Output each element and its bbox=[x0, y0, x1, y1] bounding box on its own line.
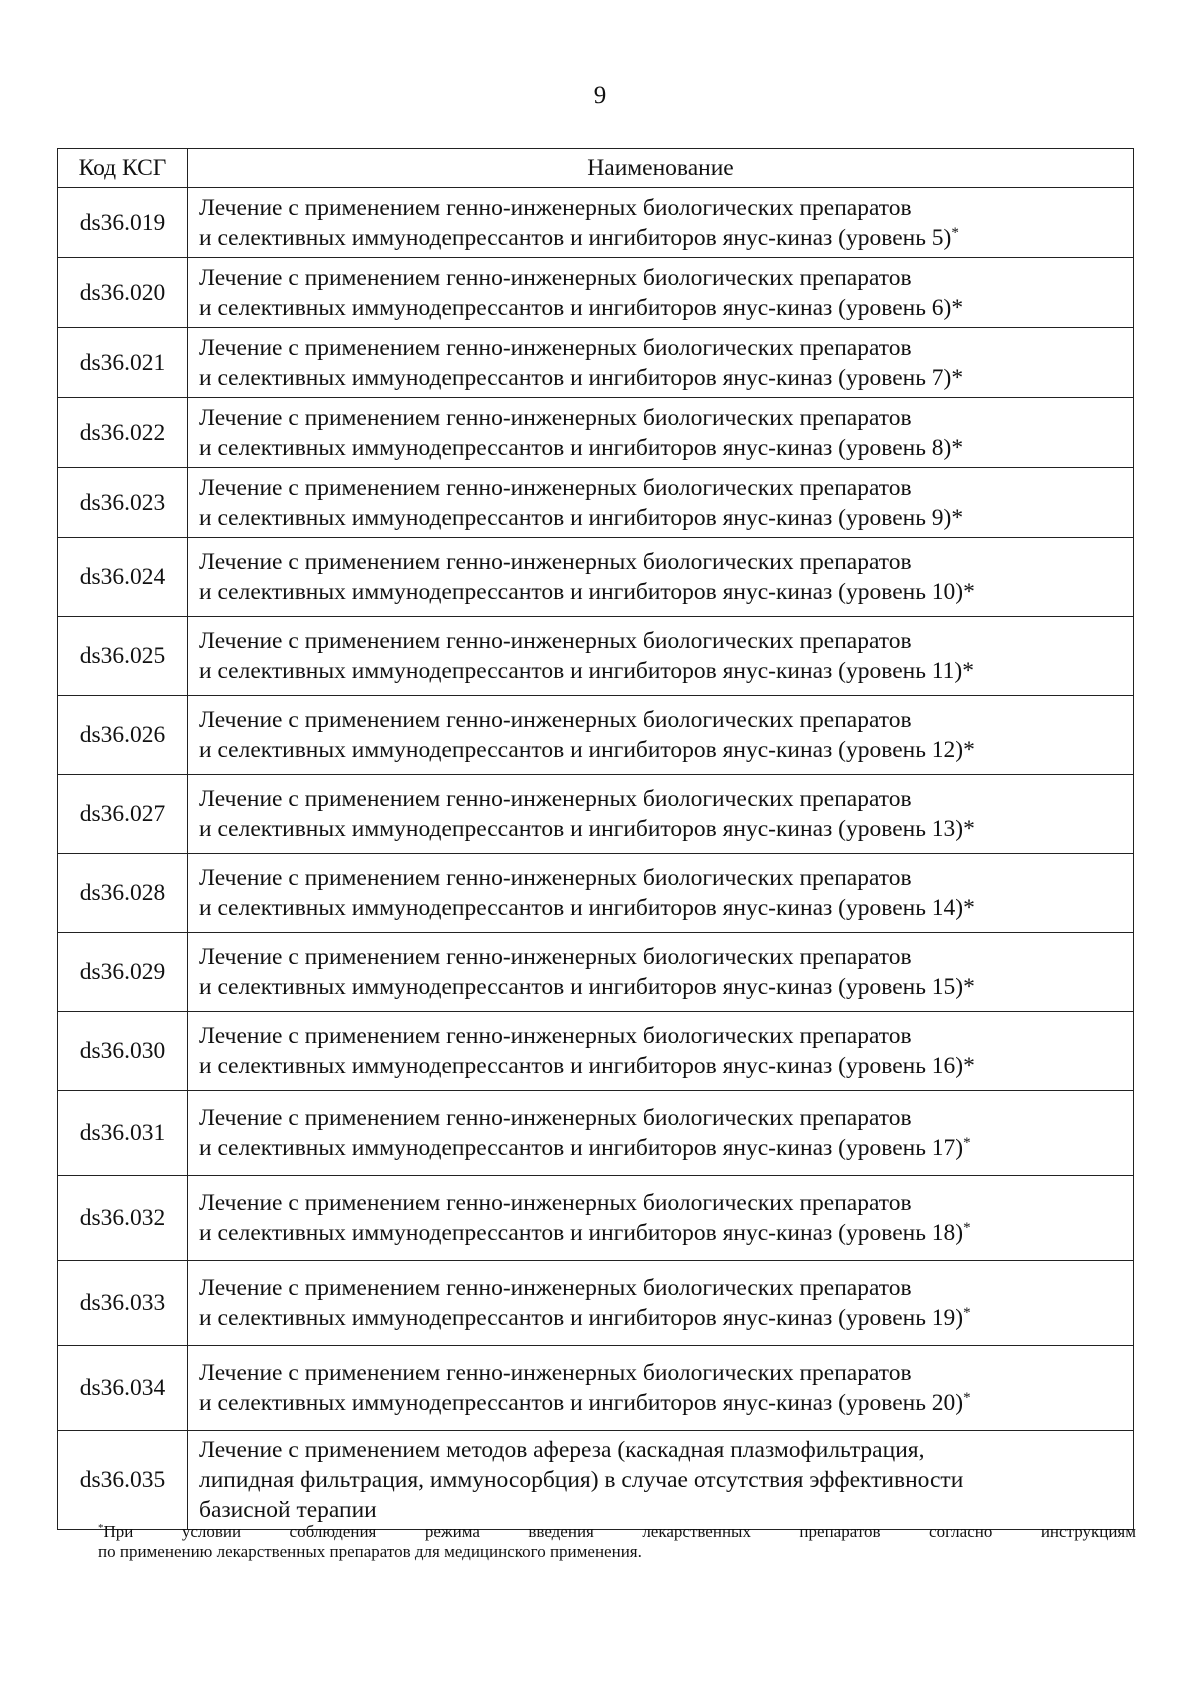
footnote-mark: * bbox=[963, 737, 975, 763]
footnote-mark: * bbox=[951, 224, 959, 241]
name-line-2-text: и селективных иммунодепрессантов и ингибиторов янус-киназ (уровень 13) bbox=[199, 816, 964, 842]
table-row bbox=[58, 258, 1134, 328]
ksg-name bbox=[188, 328, 1134, 398]
ksg-name bbox=[188, 1012, 1134, 1091]
ksg-code: ds36.028 bbox=[58, 854, 188, 933]
name-line-2-text: и селективных иммунодепрессантов и ингибиторов янус-киназ (уровень 6) bbox=[199, 294, 952, 321]
name-line-2 bbox=[199, 893, 1125, 923]
ksg-name bbox=[188, 1176, 1134, 1261]
table-row bbox=[58, 1176, 1134, 1261]
ksg-code: ds36.031 bbox=[58, 1091, 188, 1176]
header-name: Наименование bbox=[188, 149, 1134, 188]
name-line-1: Лечение с применением генно-инженерных биологических препаратов bbox=[199, 707, 912, 733]
ksg-code: ds36.019 bbox=[58, 188, 188, 258]
ksg-code: ds36.024 bbox=[58, 538, 188, 617]
name-line-2-text: и селективных иммунодепрессантов и ингибиторов янус-киназ (уровень 9) bbox=[199, 504, 952, 531]
table-row bbox=[58, 617, 1134, 696]
name-line-2 bbox=[199, 656, 1125, 686]
name-line-1: Лечение с применением генно-инженерных биологических препаратов bbox=[199, 944, 912, 970]
ksg-name bbox=[188, 696, 1134, 775]
name-line-1: Лечение с применением методов афереза (каскадная плазмофильтрация, bbox=[199, 1437, 925, 1463]
name-line-1: Лечение с применением генно-инженерных биологических препаратов bbox=[199, 549, 912, 575]
ksg-code: ds36.025 bbox=[58, 617, 188, 696]
ksg-name bbox=[188, 775, 1134, 854]
ksg-code: ds36.035 bbox=[58, 1431, 188, 1530]
table-row bbox=[58, 398, 1134, 468]
name-line-2-text: и селективных иммунодепрессантов и ингибиторов янус-киназ (уровень 8) bbox=[199, 434, 952, 461]
footnote-mark: * bbox=[963, 579, 975, 605]
ksg-name bbox=[188, 538, 1134, 617]
ksg-name bbox=[188, 1346, 1134, 1431]
footnote-line-1 bbox=[98, 1522, 1136, 1542]
table-row bbox=[58, 1091, 1134, 1176]
footnote-mark: * bbox=[962, 658, 974, 684]
name-line-2 bbox=[199, 1133, 1125, 1163]
name-line-1: Лечение с применением генно-инженерных биологических препаратов bbox=[199, 1190, 912, 1216]
table-row bbox=[58, 775, 1134, 854]
footnote-mark: * bbox=[963, 895, 975, 921]
name-line-1: Лечение с применением генно-инженерных биологических препаратов bbox=[199, 1360, 912, 1386]
name-line-2 bbox=[199, 1388, 1125, 1418]
name-line-1: Лечение с применением генно-инженерных биологических препаратов bbox=[199, 404, 912, 431]
ksg-name bbox=[188, 933, 1134, 1012]
name-line-3: базисной терапии bbox=[199, 1497, 377, 1523]
ksg-name bbox=[188, 398, 1134, 468]
footnote-mark: * bbox=[963, 1390, 971, 1406]
table-row bbox=[58, 1012, 1134, 1091]
ksg-name bbox=[188, 854, 1134, 933]
table-row bbox=[58, 1346, 1134, 1431]
ksg-code: ds36.033 bbox=[58, 1261, 188, 1346]
name-line-2: липидная фильтрация, иммуносорбция) в случае отсутствия эффективности bbox=[199, 1467, 964, 1493]
ksg-code: ds36.034 bbox=[58, 1346, 188, 1431]
footnote-mark: * bbox=[963, 974, 975, 1000]
name-line-1: Лечение с применением генно-инженерных биологических препаратов bbox=[199, 628, 912, 654]
ksg-code: ds36.021 bbox=[58, 328, 188, 398]
name-line-2-text: и селективных иммунодепрессантов и ингибиторов янус-киназ (уровень 15) bbox=[199, 974, 964, 1000]
name-line-2 bbox=[199, 433, 1125, 463]
footnote-mark: * bbox=[951, 294, 964, 321]
name-line-1: Лечение с применением генно-инженерных биологических препаратов bbox=[199, 1275, 912, 1301]
name-line-1: Лечение с применением генно-инженерных биологических препаратов bbox=[199, 1105, 912, 1131]
table-row bbox=[58, 188, 1134, 258]
name-line-1: Лечение с применением генно-инженерных биологических препаратов bbox=[199, 334, 912, 361]
name-line-2-text: и селективных иммунодепрессантов и ингибиторов янус-киназ (уровень 19) bbox=[199, 1305, 964, 1331]
ksg-name bbox=[188, 258, 1134, 328]
ksg-name bbox=[188, 1091, 1134, 1176]
ksg-name bbox=[188, 1431, 1134, 1530]
name-line-1: Лечение с применением генно-инженерных биологических препаратов bbox=[199, 786, 912, 812]
table-row bbox=[58, 1261, 1134, 1346]
table-row bbox=[58, 696, 1134, 775]
ksg-code: ds36.020 bbox=[58, 258, 188, 328]
name-line-2 bbox=[199, 503, 1125, 533]
name-line-2-text: и селективных иммунодепрессантов и ингибиторов янус-киназ (уровень 10) bbox=[199, 579, 964, 605]
name-line-2 bbox=[199, 814, 1125, 844]
name-line-2-text: и селективных иммунодепрессантов и ингибиторов янус-киназ (уровень 16) bbox=[199, 1053, 964, 1079]
ksg-name bbox=[188, 188, 1134, 258]
name-line-1: Лечение с применением генно-инженерных биологических препаратов bbox=[199, 1023, 912, 1049]
name-line-1: Лечение с применением генно-инженерных биологических препаратов bbox=[199, 865, 912, 891]
footnote-mark: * bbox=[963, 816, 975, 842]
name-line-2-text: и селективных иммунодепрессантов и ингибиторов янус-киназ (уровень 12) bbox=[199, 737, 964, 763]
name-line-2-text: и селективных иммунодепрессантов и ингибиторов янус-киназ (уровень 11) bbox=[199, 658, 963, 684]
name-line-2-text: и селективных иммунодепрессантов и ингибиторов янус-киназ (уровень 18) bbox=[199, 1220, 964, 1246]
table-row bbox=[58, 933, 1134, 1012]
table-row bbox=[58, 1431, 1134, 1530]
footnote-mark: * bbox=[963, 1053, 975, 1079]
name-line-2 bbox=[199, 1051, 1125, 1081]
table-row bbox=[58, 854, 1134, 933]
ksg-code: ds36.023 bbox=[58, 468, 188, 538]
footnote-mark: * bbox=[951, 364, 964, 391]
name-line-1: Лечение с применением генно-инженерных биологических препаратов bbox=[199, 474, 912, 501]
name-line-2 bbox=[199, 972, 1125, 1002]
footnote-mark: * bbox=[963, 1305, 971, 1321]
page-number: 9 bbox=[593, 82, 607, 109]
name-line-2 bbox=[199, 1303, 1125, 1333]
name-line-2-text: и селективных иммунодепрессантов и ингибиторов янус-киназ (уровень 20) bbox=[199, 1390, 964, 1416]
name-line-1: Лечение с применением генно-инженерных биологических препаратов bbox=[199, 194, 912, 221]
ksg-code: ds36.029 bbox=[58, 933, 188, 1012]
ksg-table bbox=[57, 148, 1134, 1530]
name-line-2 bbox=[199, 293, 1125, 323]
name-line-2-text: и селективных иммунодепрессантов и ингибиторов янус-киназ (уровень 14) bbox=[199, 895, 964, 921]
name-line-2-text: и селективных иммунодепрессантов и ингибиторов янус-киназ (уровень 5) bbox=[199, 224, 952, 251]
name-line-2-text: и селективных иммунодепрессантов и ингибиторов янус-киназ (уровень 7) bbox=[199, 364, 952, 391]
name-line-2 bbox=[199, 363, 1125, 393]
name-line-2 bbox=[199, 223, 1125, 253]
footnote-mark: * bbox=[951, 504, 964, 531]
ksg-name bbox=[188, 1261, 1134, 1346]
name-line-2 bbox=[199, 735, 1125, 765]
header-code: Код КСГ bbox=[58, 149, 188, 188]
footnote-mark: * bbox=[951, 434, 964, 461]
table-header-row bbox=[58, 149, 1134, 188]
name-line-2-text: и селективных иммунодепрессантов и ингибиторов янус-киназ (уровень 17) bbox=[199, 1135, 964, 1161]
ksg-name bbox=[188, 468, 1134, 538]
footnote-line-2: по применению лекарственных препаратов для медицинского применения. bbox=[98, 1542, 642, 1561]
name-line-2 bbox=[199, 577, 1125, 607]
name-line-1: Лечение с применением генно-инженерных биологических препаратов bbox=[199, 264, 912, 291]
ksg-code: ds36.032 bbox=[58, 1176, 188, 1261]
ksg-code: ds36.030 bbox=[58, 1012, 188, 1091]
table-row bbox=[58, 468, 1134, 538]
footnote bbox=[98, 1522, 1136, 1562]
ksg-code: ds36.027 bbox=[58, 775, 188, 854]
footnote-mark: * bbox=[98, 1522, 104, 1534]
ksg-code: ds36.022 bbox=[58, 398, 188, 468]
ksg-code: ds36.026 bbox=[58, 696, 188, 775]
footnote-mark: * bbox=[963, 1220, 971, 1236]
ksg-name bbox=[188, 617, 1134, 696]
footnote-line-1-text: При условии соблюдения режима введения лекарственных препаратов согласно инструкциям bbox=[103, 1522, 1136, 1541]
table-row bbox=[58, 538, 1134, 617]
table-row bbox=[58, 328, 1134, 398]
name-line-2 bbox=[199, 1218, 1125, 1248]
footnote-mark: * bbox=[963, 1135, 971, 1151]
